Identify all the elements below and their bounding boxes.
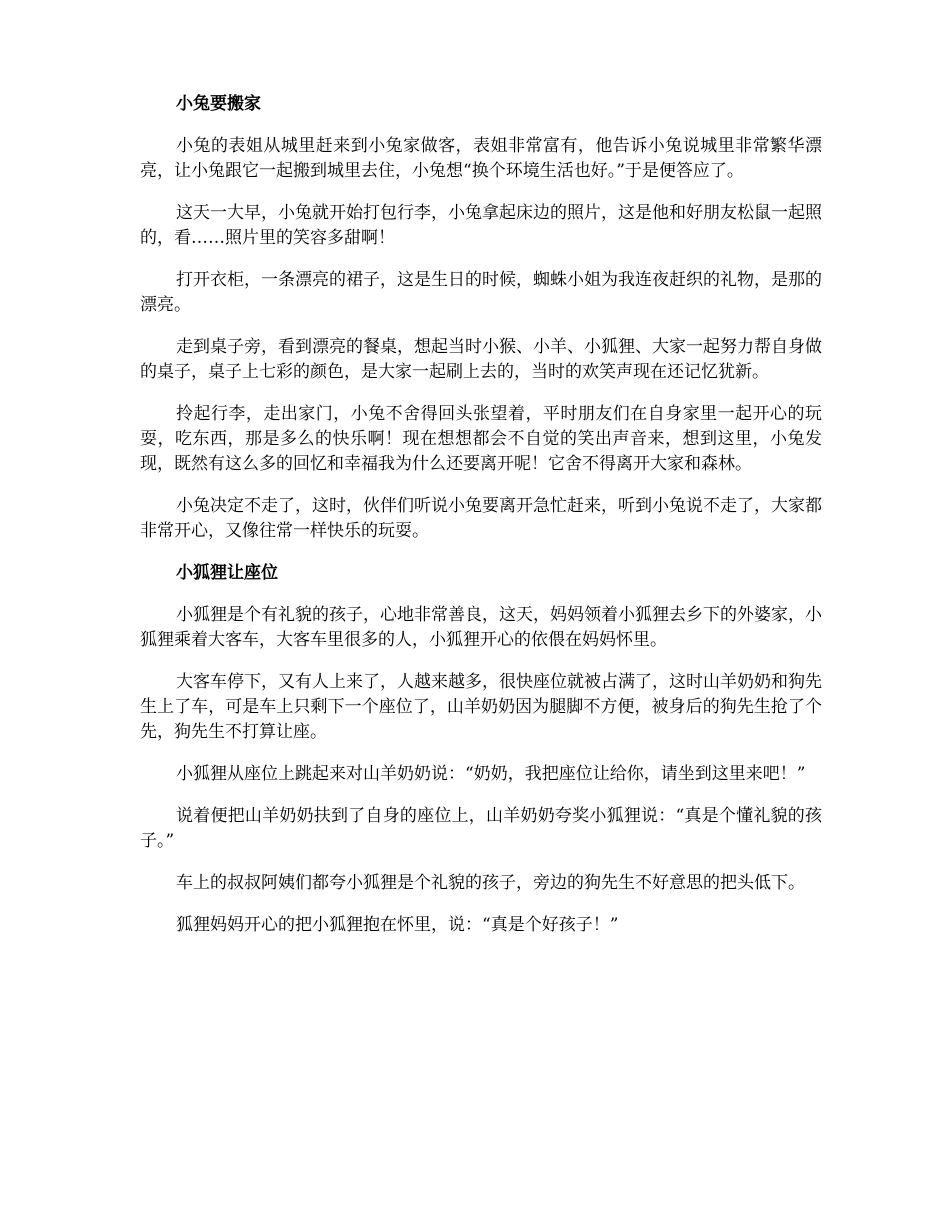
story-paragraph: 小兔决定不走了，这时，伙伴们听说小兔要离开急忙赶来，听到小兔说不走了，大家都非常开心，又像往常一样快乐的玩耍。 xyxy=(140,496,822,541)
story-paragraph: 狐狸妈妈开心的把小狐狸抱在怀里，说：“真是个好孩子！” xyxy=(176,915,619,935)
story-paragraph: 说着便把山羊奶奶扶到了自身的座位上，山羊奶奶夸奖小狐狸说：“真是个懂礼貌的孩子。” xyxy=(140,806,822,851)
document-page xyxy=(140,92,822,955)
story-paragraph: 大客车停下，又有人上来了，人越来越多，很快座位就被占满了，这时山羊奶奶和狗先生上了车，可是车上只剩下一个座位了，山羊奶奶因为腿脚不方便，被身后的狗先生抢了个先，狗先生不打算让座。 xyxy=(140,672,822,742)
story-paragraph: 车上的叔叔阿姨们都夸小狐狸是个礼貌的孩子，旁边的狗先生不好意思的把头低下。 xyxy=(176,873,805,893)
story-section-seat xyxy=(140,561,822,938)
story-section-moving xyxy=(140,92,822,544)
story-title: 小狐狸让座位 xyxy=(176,563,278,583)
story-title: 小兔要搬家 xyxy=(176,94,261,114)
story-paragraph: 小狐狸从座位上跳起来对山羊奶奶说：“奶奶，我把座位让给你，请坐到这里来吧！” xyxy=(176,764,806,784)
story-paragraph: 小兔的表姐从城里赶来到小兔家做客，表姐非常富有，他告诉小兔说城里非常繁华漂亮，让小兔跟它一起搬到城里去住，小兔想“换个环境生活也好。”于是便答应了。 xyxy=(140,136,822,181)
story-paragraph: 这天一大早，小兔就开始打包行李，小兔拿起床边的照片，这是他和好朋友松鼠一起照的，看……照片里的笑容多甜啊！ xyxy=(140,203,822,248)
story-paragraph: 走到桌子旁，看到漂亮的餐桌，想起当时小猴、小羊、小狐狸、大家一起努力帮自身做的桌子，桌子上七彩的颜色，是大家一起刷上去的，当时的欢笑声现在还记忆犹新。 xyxy=(140,337,822,382)
story-paragraph: 拎起行李，走出家门，小兔不舍得回头张望着，平时朋友们在自身家里一起开心的玩耍，吃东西，那是多么的快乐啊！现在想想都会不自觉的笑出声音来，想到这里，小兔发现，既然有这么多的回忆和幸福我为什么还要离开呢！它舍不得离开大家和森林。 xyxy=(140,404,822,474)
story-paragraph: 小狐狸是个有礼貌的孩子，心地非常善良，这天，妈妈领着小狐狸去乡下的外婆家，小狐狸乘着大客车，大客车里很多的人，小狐狸开心的依偎在妈妈怀里。 xyxy=(140,605,822,650)
story-paragraph: 打开衣柜，一条漂亮的裙子，这是生日的时候，蜘蛛小姐为我连夜赶织的礼物，是那的漂亮。 xyxy=(140,270,822,315)
